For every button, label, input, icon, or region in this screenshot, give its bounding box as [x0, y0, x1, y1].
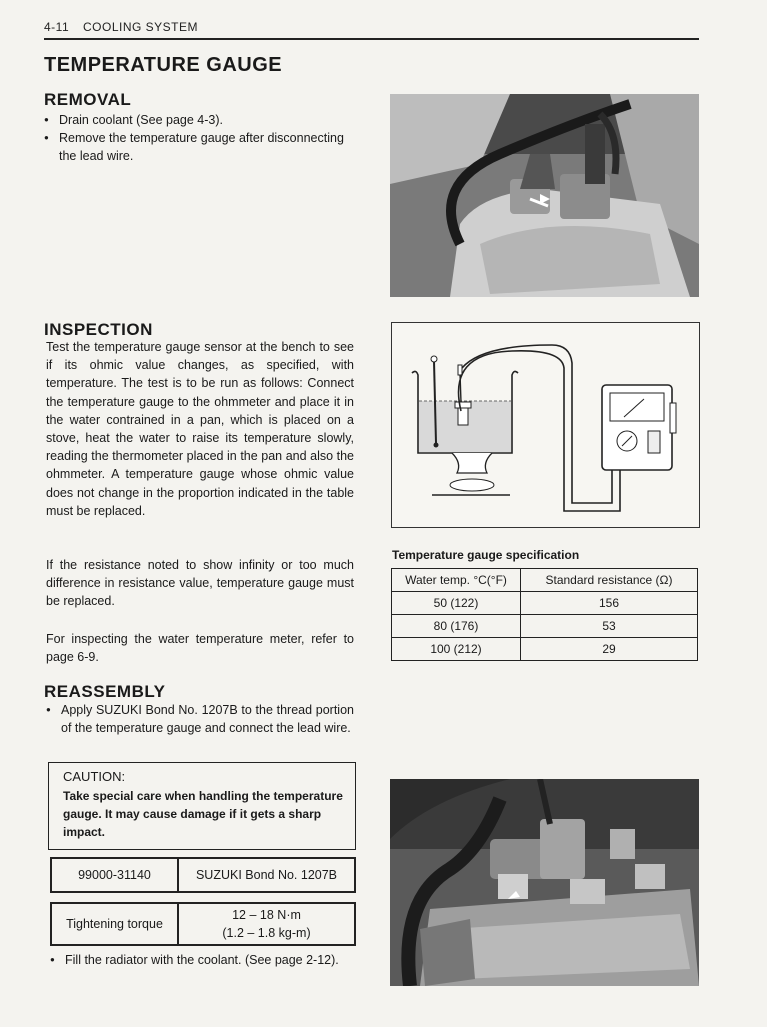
removal-step-1: ● Drain coolant (See page 4-3). — [44, 111, 356, 129]
removal-step-2: ● Remove the temperature gauge after disconnecting the lead wire. — [44, 129, 356, 165]
reassembly-heading: REASSEMBLY — [44, 682, 166, 701]
removal-heading: REMOVAL — [44, 90, 132, 109]
caution-title: CAUTION: — [63, 769, 126, 784]
spec-temp-cell: 100 (212) — [392, 638, 521, 661]
section-name: COOLING SYSTEM — [82, 20, 199, 34]
removal-photo — [390, 94, 699, 297]
bond-table — [50, 857, 356, 893]
spec-resistance-cell: 156 — [521, 592, 698, 615]
part-name: SUZUKI Bond No. 1207B — [178, 858, 355, 892]
inspection-heading: INSPECTION — [44, 320, 153, 339]
header-rule — [44, 38, 699, 40]
reassembly-list-2 — [50, 951, 358, 969]
page-header — [44, 20, 198, 34]
spec-table-header — [392, 569, 698, 592]
page-number: 4-11 — [44, 20, 70, 34]
inspection-paragraph-1: Test the temperature gauge sensor at the bench to see if its ohmic value changes, as specified, with temperature. The test is to be run as follows: Connect the temperature gauge to the ohmmeter and place it in the water contrained in a pan, which is placed on a stove, heat the water to raise its temperature slowly, reading the thermometer placed in the pan and also the ohmmeter. A temperature gauge whose ohmic value does not change in the proportion indicated in the table must be replaced. — [46, 340, 354, 518]
reassembly-list — [46, 701, 354, 737]
reassembly-photo — [390, 779, 699, 986]
test-setup-diagram — [391, 322, 700, 528]
spec-col-temp: Water temp. °C(°F) — [392, 569, 521, 592]
torque-value — [178, 903, 355, 945]
torque-value-nm: 12 – 18 N·m — [232, 908, 301, 922]
inspection-paragraph-3: For inspecting the water temperature meter, refer to page 6-9. — [46, 632, 354, 665]
table-row — [392, 615, 698, 638]
spec-table — [391, 568, 698, 661]
inspection-paragraph-2: If the resistance noted to show infinity or too much difference in resistance value, temperature gauge must be replaced. — [46, 558, 354, 609]
spec-col-resistance: Standard resistance (Ω) — [521, 569, 698, 592]
spec-resistance-cell: 53 — [521, 615, 698, 638]
reassembly-step-1: ● Apply SUZUKI Bond No. 1207B to the thread portion of the temperature gauge and connect the lead wire. — [46, 701, 354, 737]
page-title: TEMPERATURE GAUGE — [44, 54, 283, 76]
removal-list — [44, 111, 356, 166]
table-row — [392, 638, 698, 661]
spec-table-title: Temperature gauge specification — [392, 548, 580, 562]
reassembly-step-2: ● Fill the radiator with the coolant. (See page 2-12). — [50, 951, 358, 969]
spec-temp-cell: 80 (176) — [392, 615, 521, 638]
torque-label: Tightening torque — [51, 903, 178, 945]
caution-box — [48, 762, 356, 850]
spec-temp-cell: 50 (122) — [392, 592, 521, 615]
torque-value-kgm: (1.2 – 1.8 kg-m) — [222, 926, 311, 940]
reassembly-photo-image — [390, 779, 699, 986]
spec-resistance-cell: 29 — [521, 638, 698, 661]
caution-text: Take special care when handling the temperature gauge. It may cause damage if it gets a sharp impact. — [63, 789, 343, 839]
test-setup-illustration — [392, 323, 699, 527]
table-row — [392, 592, 698, 615]
torque-table — [50, 902, 356, 946]
part-number: 99000-31140 — [51, 858, 178, 892]
removal-photo-image — [390, 94, 699, 297]
